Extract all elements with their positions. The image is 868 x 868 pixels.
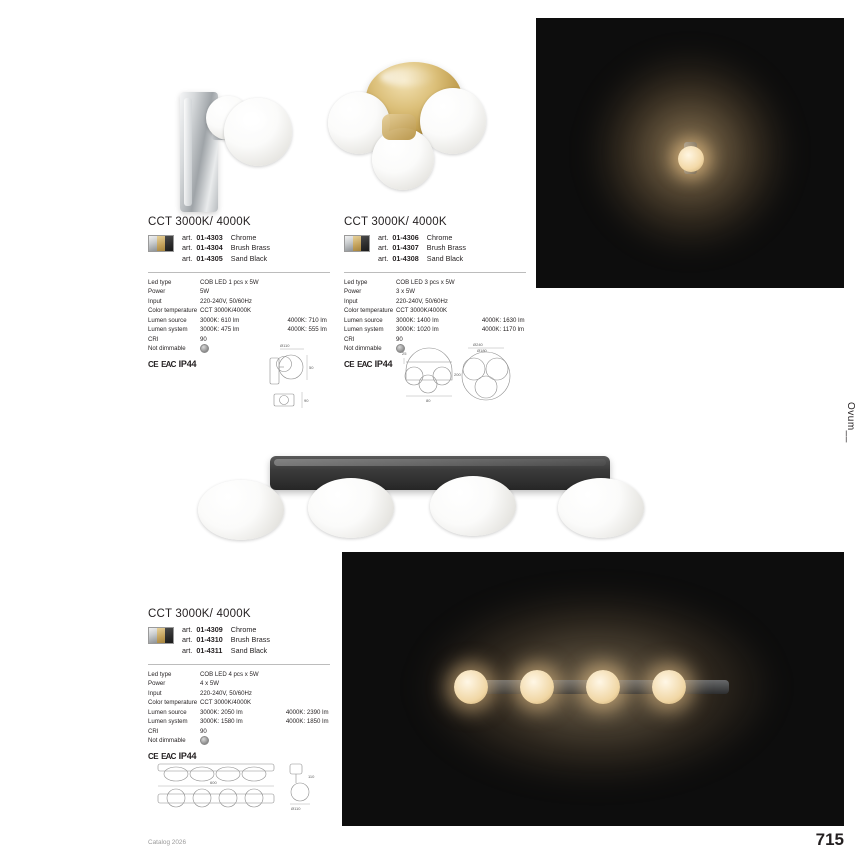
spec-value-2: 4000K: 2390 lm <box>285 708 329 716</box>
spec-value-2: 4000K: 1850 lm <box>285 718 329 726</box>
variant-label: art. <box>182 253 193 263</box>
spec-value: CCT 3000K/4000K <box>200 307 252 315</box>
variant-label: art. <box>378 233 389 242</box>
spec-dim-icon <box>200 344 261 356</box>
spec-value: COB LED 1 pcs x 5W <box>200 278 259 286</box>
spec-key: Color temperature <box>148 307 198 315</box>
svg-text:Ø180: Ø180 <box>477 348 487 353</box>
swatch-sand-black <box>165 628 173 643</box>
spec-row <box>148 316 330 325</box>
spec-key: Lumen source <box>148 316 187 324</box>
product-image-wall-4-light <box>186 440 694 550</box>
ce-icon: CE <box>148 751 159 761</box>
bar-globe-4 <box>558 478 644 538</box>
variant-label: art. <box>182 635 193 645</box>
spec-row <box>148 679 330 688</box>
spec-value-2: 4000K: 1170 lm <box>481 326 525 334</box>
product-image-ceiling-3-light <box>320 48 510 208</box>
spec-key: Input <box>148 689 162 697</box>
divider <box>148 272 330 273</box>
spec-value: 220-240V, 50/60Hz <box>200 689 252 697</box>
spec-value: 4 x 5W <box>200 680 219 688</box>
variant-finish: Chrome <box>230 625 257 634</box>
svg-text:Ø110: Ø110 <box>280 343 290 348</box>
svg-text:Ø240: Ø240 <box>473 342 483 347</box>
finish-swatches-1 <box>148 235 174 252</box>
variant-label: art. <box>378 243 389 253</box>
eac-icon: EAC <box>161 751 176 761</box>
svg-text:50: 50 <box>309 365 314 370</box>
variant-label: art. <box>182 233 193 242</box>
svg-text:600: 600 <box>210 780 217 785</box>
variant-finish: Brush Brass <box>230 243 270 253</box>
spec-key: Power <box>148 288 166 296</box>
spec-row <box>148 297 330 306</box>
spec-block-wall-4-light <box>148 608 330 761</box>
photo-globe-1 <box>454 670 488 704</box>
variant-table-1 <box>182 233 270 264</box>
spec-value-2: 4000K: 555 lm <box>287 326 327 334</box>
spec-row <box>344 287 526 296</box>
spec-value: 3000K: 1400 lm <box>396 316 439 324</box>
variant-row[interactable] <box>378 254 466 264</box>
spec-value: 220-240V, 50/60Hz <box>396 297 448 305</box>
spec-row <box>148 717 330 726</box>
spec-value-2 <box>456 306 526 315</box>
spec-value-2 <box>261 287 330 296</box>
variant-code[interactable]: 01-4306 <box>392 233 419 242</box>
variant-row[interactable] <box>182 625 270 635</box>
spec-key: CRI <box>148 335 159 343</box>
finish-swatches-2 <box>344 235 370 252</box>
swatch-sand-black <box>361 236 369 251</box>
spec-value: 3000K: 610 lm <box>200 316 240 324</box>
spec-row <box>148 689 330 698</box>
swatch-chrome <box>149 628 157 643</box>
spec-row <box>148 287 330 296</box>
series-name: Ovum__ <box>845 402 856 443</box>
lifestyle-photo-wall-1-light <box>536 18 844 288</box>
spec-row <box>148 670 330 679</box>
spec-value: CCT 3000K/4000K <box>200 699 252 707</box>
spec-key: Color temperature <box>344 307 394 315</box>
cct-title-2: CCT 3000K/ 4000K <box>344 216 447 228</box>
svg-text:Ø110: Ø110 <box>291 806 301 811</box>
page-number: 715 <box>815 830 844 849</box>
spec-key: Lumen source <box>344 316 383 324</box>
spec-value: 3000K: 475 lm <box>200 326 240 334</box>
variant-finish: Brush Brass <box>230 635 270 645</box>
spec-row <box>148 306 330 315</box>
spec-value: COB LED 3 pcs x 5W <box>396 278 455 286</box>
spec-row <box>344 306 526 315</box>
spec-row <box>148 708 330 717</box>
variant-code[interactable]: 01-4308 <box>392 253 419 263</box>
spec-value: COB LED 4 pcs x 5W <box>200 670 259 678</box>
lamp-globe-large <box>224 98 292 166</box>
spec-row <box>344 297 526 306</box>
divider <box>148 664 330 665</box>
variant-label: art. <box>182 243 193 253</box>
variant-row[interactable] <box>378 243 466 253</box>
ce-icon: CE <box>148 359 159 369</box>
spec-row <box>148 727 330 736</box>
spec-value: 90 <box>396 335 403 343</box>
eac-icon: EAC <box>357 359 372 369</box>
spec-value: CCT 3000K/4000K <box>396 307 448 315</box>
spec-row <box>148 278 330 287</box>
finish-swatches-3 <box>148 627 174 644</box>
variant-code[interactable]: 01-4311 <box>196 645 223 655</box>
spec-value: 3000K: 1020 lm <box>396 326 439 334</box>
spec-row <box>344 316 526 325</box>
variant-finish: Brush Brass <box>426 243 466 253</box>
variant-finish: Sand Black <box>426 253 464 263</box>
svg-text:90: 90 <box>304 398 309 403</box>
spec-key: Lumen system <box>148 326 188 334</box>
spec-key: Lumen system <box>344 326 384 334</box>
spec-value: 3 x 5W <box>396 288 415 296</box>
variant-row[interactable] <box>182 646 270 656</box>
spec-row <box>344 278 526 287</box>
spec-key: Not dimmable <box>148 737 186 744</box>
spec-value-2 <box>260 698 330 707</box>
spec-value-2 <box>261 297 330 306</box>
cct-title-3: CCT 3000K/ 4000K <box>148 608 251 620</box>
swatch-brush-brass <box>157 628 165 643</box>
spec-value-2 <box>260 670 330 679</box>
variant-table-2 <box>378 233 466 264</box>
ip-rating: IP44 <box>374 359 393 370</box>
photo-lamp-globe <box>678 146 704 172</box>
spec-key: Lumen source <box>148 708 187 716</box>
spec-value: 90 <box>200 335 207 343</box>
technical-drawing-wall-1-light <box>258 340 328 412</box>
spec-table-3 <box>148 670 330 749</box>
spec-value: 220-240V, 50/60Hz <box>200 297 252 305</box>
spec-row <box>148 698 330 707</box>
spec-value-2 <box>456 278 526 287</box>
spec-value-2 <box>260 689 330 698</box>
bar-globe-1 <box>198 480 284 540</box>
spec-value: 5W <box>200 288 210 296</box>
lifestyle-photo-wall-4-light <box>342 552 844 826</box>
bar-globe-2 <box>308 478 394 538</box>
product-image-wall-1-light <box>148 40 324 210</box>
spec-value: 3000K: 2050 lm <box>200 708 243 716</box>
variant-code[interactable]: 01-4305 <box>196 253 223 263</box>
catalog-label: Catalog 2026 <box>148 839 187 846</box>
photo-globe-3 <box>586 670 620 704</box>
ip-rating: IP44 <box>178 751 197 762</box>
spec-row <box>148 736 330 748</box>
spec-value-2 <box>261 306 330 315</box>
spec-dim-icon <box>200 736 260 748</box>
photo-globe-4 <box>652 670 686 704</box>
technical-drawing-ceiling-3-light <box>398 340 518 412</box>
spec-key: Power <box>148 680 166 688</box>
swatch-chrome <box>149 236 157 251</box>
variant-code[interactable]: 01-4310 <box>196 635 223 645</box>
spec-value-2 <box>260 727 330 736</box>
swatch-chrome <box>345 236 353 251</box>
variant-finish: Chrome <box>230 233 257 242</box>
swatch-brush-brass <box>157 236 165 251</box>
spec-value-2 <box>456 297 526 306</box>
spec-value-2 <box>456 287 526 296</box>
variant-label: art. <box>378 253 389 263</box>
bar-globe-3 <box>430 476 516 536</box>
variant-finish: Chrome <box>426 233 453 242</box>
svg-text:110: 110 <box>308 774 315 779</box>
variant-row[interactable] <box>182 635 270 645</box>
variant-code[interactable]: 01-4303 <box>196 233 223 242</box>
swatch-sand-black <box>165 236 173 251</box>
variant-row[interactable] <box>182 233 270 243</box>
eac-icon: EAC <box>161 359 176 369</box>
spec-value-2 <box>261 278 330 287</box>
variant-row[interactable] <box>182 254 270 264</box>
variant-code[interactable]: 01-4304 <box>196 243 223 253</box>
spec-key: CRI <box>344 335 355 343</box>
spec-key: CRI <box>148 727 159 735</box>
spec-key: Input <box>148 297 162 305</box>
variant-finish: Sand Black <box>230 253 268 263</box>
spec-value: 3000K: 1580 lm <box>200 718 243 726</box>
photo-globe-2 <box>520 670 554 704</box>
spec-key: Led type <box>148 278 172 286</box>
spec-value-2: 4000K: 710 lm <box>287 316 327 324</box>
spec-key: Led type <box>148 670 172 678</box>
spec-key: Power <box>344 288 362 296</box>
svg-text:25: 25 <box>402 351 407 356</box>
spec-key: Color temperature <box>148 699 198 707</box>
spec-key: Not dimmable <box>344 345 382 352</box>
variant-label: art. <box>182 645 193 655</box>
svg-text:80: 80 <box>426 398 431 403</box>
spec-row <box>344 325 526 334</box>
spec-key: Input <box>344 297 358 305</box>
ip-rating: IP44 <box>178 359 197 370</box>
svg-text:200: 200 <box>454 372 461 377</box>
spec-value: 90 <box>200 727 207 735</box>
variant-label: art. <box>182 625 193 634</box>
spec-key: Not dimmable <box>148 345 186 352</box>
spec-value-2 <box>260 679 330 688</box>
variant-row[interactable] <box>378 233 466 243</box>
spec-key: Lumen system <box>148 718 188 726</box>
variant-code[interactable]: 01-4309 <box>196 625 223 634</box>
divider <box>344 272 526 273</box>
cct-title-1: CCT 3000K/ 4000K <box>148 216 251 228</box>
variant-row[interactable] <box>182 243 270 253</box>
spec-key: Led type <box>344 278 368 286</box>
technical-drawing-wall-4-light <box>148 758 328 816</box>
ce-icon: CE <box>344 359 355 369</box>
spec-row <box>148 325 330 334</box>
variant-table-3 <box>182 625 270 656</box>
swatch-brush-brass <box>353 236 361 251</box>
variant-code[interactable]: 01-4307 <box>392 243 419 253</box>
spec-value-2: 4000K: 1630 lm <box>481 316 525 324</box>
variant-finish: Sand Black <box>230 645 268 655</box>
